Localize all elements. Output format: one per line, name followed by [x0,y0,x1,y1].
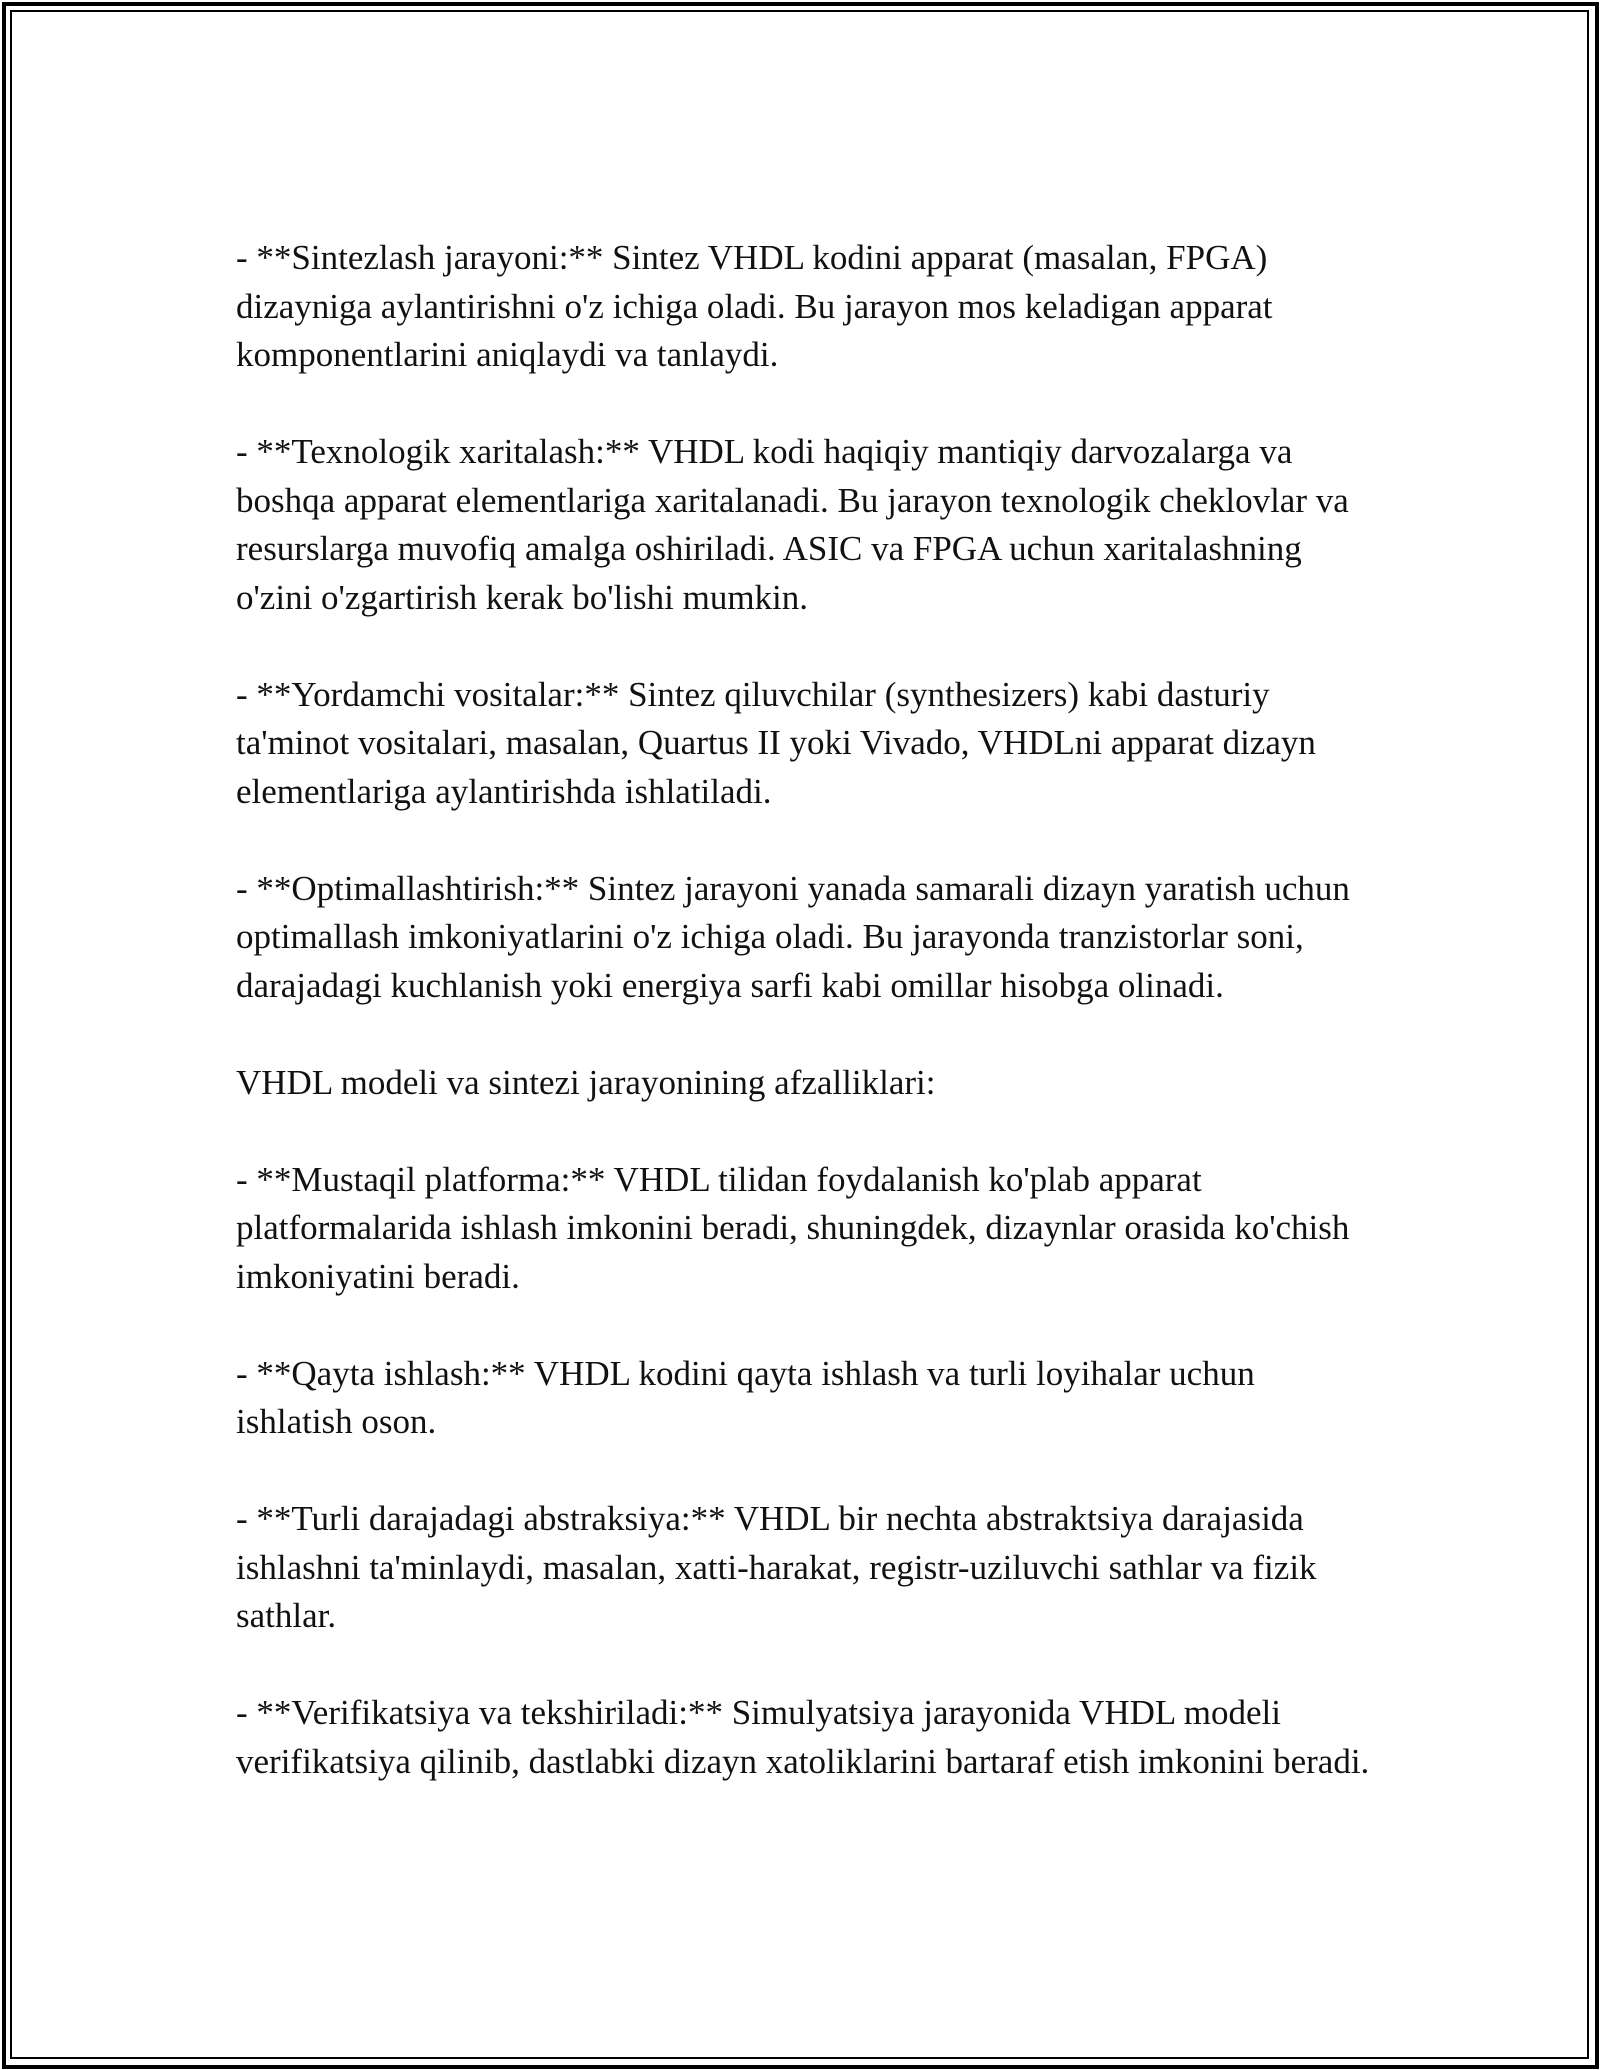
paragraph-abstraksiya: - **Turli darajadagi abstraksiya:** VHDL bir nechta abstraktsiya darajasida ishlashni ta'minlaydi, masalan, xatti-harakat, registr-uziluvchi sathlar va fizik sathlar. [236,1499,1317,1635]
paragraph-verifikatsiya: - **Verifikatsiya va tekshiriladi:** Simulyatsiya jarayonida VHDL modeli verifikatsiya qilinib, dastlabki dizayn xatoliklarini bartaraf etish imkonini beradi. [236,1693,1370,1781]
paragraph-texnologik-xaritalash: - **Texnologik xaritalash:** VHDL kodi haqiqiy mantiqiy darvozalarga va boshqa apparat elementlariga xaritalanadi. Bu jarayon texnologik cheklovlar va resurslarga muvofiq amalga oshiriladi. ASIC va FPGA uchun xaritalashning o'zini o'zgartirish kerak bo'lishi mumkin. [236,432,1349,617]
document-body [236,234,1376,1835]
paragraph-sintezlash: - **Sintezlash jarayoni:** Sintez VHDL kodini apparat (masalan, FPGA) dizayniga aylantirishni o'z ichiga oladi. Bu jarayon mos keladigan apparat komponentlarini aniqlaydi va tanlaydi. [236,238,1273,374]
paragraph-optimallashtirish: - **Optimallashtirish:** Sintez jarayoni yanada samarali dizayn yaratish uchun optimallash imkoniyatlarini o'z ichiga oladi. Bu jarayonda tranzistorlar soni, darajadagi kuchlanish yoki energiya sarfi kabi omillar hisobga olinadi. [236,868,1350,1005]
paragraph-mustaqil-platforma: - **Mustaqil platforma:** VHDL tilidan foydalanish ko'plab apparat platformalarida ishlash imkonini beradi, shuningdek, dizaynlar orasida ko'chish imkoniyatini beradi. [236,1159,1350,1296]
paragraph-yordamchi-vositalar: - **Yordamchi vositalar:** Sintez qiluvchilar (synthesizers) kabi dasturiy ta'minot vositalari, masalan, Quartus II yoki Vivado, VHDLni apparat dizayn elementlariga aylantirishda ishlatiladi. [236,674,1316,811]
paragraph-qayta-ishlash: - **Qayta ishlash:** VHDL kodini qayta ishlash va turli loyihalar uchun ishlatish oson. [236,1353,1255,1441]
section-heading-afzalliklari: VHDL modeli va sintezi jarayonining afzalliklari: [236,1062,936,1102]
